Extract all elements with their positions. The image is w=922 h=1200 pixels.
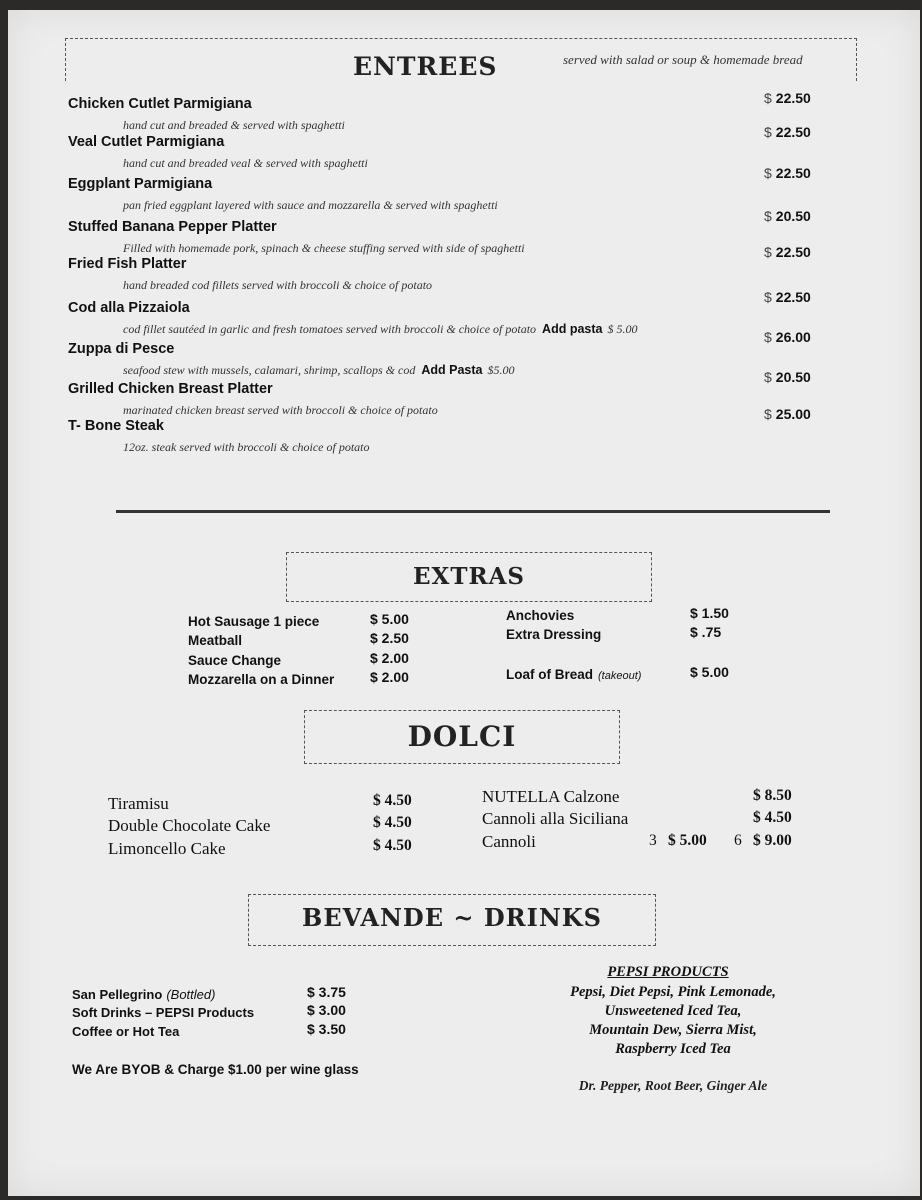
pepsi-product-line: Pepsi, Diet Pepsi, Pink Lemonade, <box>570 984 776 1000</box>
entree-description <box>123 322 637 337</box>
dessert-name: Tiramisu <box>108 794 169 813</box>
dessert-name: Cannoli alla Siciliana <box>482 809 629 828</box>
drink-note: (Bottled) <box>166 987 216 1002</box>
entree-name: Stuffed Banana Pepper Platter <box>68 219 277 235</box>
drink-price: $ 3.75 <box>307 984 346 1000</box>
entrees-title: ENTREES <box>353 52 498 81</box>
entree-description-text: 12oz. steak served with broccoli & choice of potato <box>123 440 370 454</box>
entree-price <box>764 208 811 224</box>
pepsi-product-line: Unsweetened Iced Tea, <box>604 1003 742 1019</box>
dollar-sign: $ <box>764 244 772 260</box>
price-value: 26.00 <box>775 329 811 345</box>
dessert-name: Double Chocolate Cake <box>108 816 271 835</box>
drink-price: $ 3.50 <box>307 1021 346 1037</box>
price-value: 22.50 <box>775 124 811 140</box>
price-value: 22.50 <box>775 90 811 106</box>
entree-description <box>123 278 432 293</box>
entree-name: Chicken Cutlet Parmigiana <box>68 96 252 112</box>
extra-item-name <box>506 608 574 623</box>
entree-description <box>123 363 514 378</box>
entree-description-text: cod fillet sautéed in garlic and fresh tomatoes served with broccoli & choice of potato <box>123 322 537 336</box>
entree-description <box>123 241 525 256</box>
extra-item-name: Meatball <box>188 633 243 648</box>
extra-item-price: $ 2.50 <box>370 630 409 646</box>
dessert-name: NUTELLA Calzone <box>482 787 620 806</box>
dessert-price: $ 4.50 <box>373 792 412 809</box>
entree-description-text: hand breaded cod fillets served with broccoli & choice of potato <box>123 278 433 292</box>
entree-name: Fried Fish Platter <box>68 256 187 272</box>
price-value: 22.50 <box>775 289 811 305</box>
entree-name: Veal Cutlet Parmigiana <box>68 134 225 150</box>
entree-description-text: pan fried eggplant layered with sauce and mozzarella & served with spaghetti <box>123 198 498 212</box>
dollar-sign: $ <box>764 124 772 140</box>
entree-price <box>764 124 811 140</box>
entree-name: Cod alla Pizzaiola <box>68 300 190 316</box>
dollar-sign: $ <box>764 208 772 224</box>
dessert-price: $ 4.50 <box>753 809 792 826</box>
dollar-sign: $ <box>764 289 772 305</box>
extra-item-price: $ 2.00 <box>370 669 409 685</box>
dessert-name: Cannoli <box>482 832 536 851</box>
entree-price <box>764 165 811 181</box>
entree-name: T- Bone Steak <box>68 418 164 434</box>
cannoli-price-6: $ 9.00 <box>753 832 792 849</box>
dessert-price: $ 4.50 <box>373 837 412 854</box>
dessert-price: $ 8.50 <box>753 787 792 804</box>
extra-item-price: $ .75 <box>690 624 722 640</box>
entree-description <box>123 440 370 455</box>
byob-note: We Are BYOB & Charge $1.00 per wine glass <box>72 1062 359 1077</box>
section-divider <box>116 510 830 513</box>
price-value: 25.00 <box>775 406 811 422</box>
extra-item-name: Sauce Change <box>188 653 282 668</box>
drink-label: Coffee or Hot Tea <box>72 1024 180 1039</box>
extra-item-name <box>506 667 641 682</box>
drinks-title: BEVANDE ~ DRINKS <box>302 903 602 932</box>
extras-title: EXTRAS <box>412 563 526 590</box>
dessert-name: Limoncello Cake <box>108 839 226 858</box>
dollar-sign: $ <box>764 329 772 345</box>
extra-item-price: $ 1.50 <box>690 605 729 621</box>
dolci-title: DOLCI <box>407 720 517 753</box>
extra-item-price: $ 5.00 <box>370 611 409 627</box>
entree-description <box>123 156 368 171</box>
cannoli-qty-6: 6 <box>734 832 742 849</box>
dessert-price: $ 4.50 <box>373 814 412 831</box>
dollar-sign: $ <box>764 406 772 422</box>
add-pasta-price: $ 5.00 <box>607 322 638 336</box>
entree-name: Grilled Chicken Breast Platter <box>68 381 273 397</box>
extra-item-label: Anchovies <box>506 608 575 623</box>
extra-item-name: Mozzarella on a Dinner <box>188 672 335 687</box>
entree-description-text: Filled with homemade pork, spinach & cheese stuffing served with side of spaghetti <box>123 241 525 255</box>
extra-item-price: $ 5.00 <box>690 664 729 680</box>
pepsi-products-title: PEPSI PRODUCTS <box>607 964 729 980</box>
menu-page <box>8 10 920 1196</box>
entrees-subtitle: served with salad or soup & homemade bread <box>563 52 803 67</box>
entree-description-text: hand cut and breaded & served with spaghetti <box>123 118 345 132</box>
entree-description-text: seafood stew with mussels, calamari, shrimp, scallops & cod <box>123 363 416 377</box>
drink-name <box>72 1024 179 1039</box>
cannoli-qty-3: 3 <box>649 832 657 849</box>
entree-price <box>764 329 811 345</box>
entree-price <box>764 244 811 260</box>
drink-label: Soft Drinks – PEPSI Products <box>72 1005 255 1020</box>
dollar-sign: $ <box>764 165 772 181</box>
extra-item-name <box>506 627 601 642</box>
add-pasta-label: Add pasta <box>542 322 603 336</box>
pepsi-product-line: Raspberry Iced Tea <box>615 1041 731 1057</box>
dollar-sign: $ <box>764 369 772 385</box>
entree-description <box>123 118 345 133</box>
extra-item-note: (takeout) <box>598 670 642 682</box>
cannoli-price-3: $ 5.00 <box>668 832 707 849</box>
entree-description-text: hand cut and breaded veal & served with spaghetti <box>123 156 368 170</box>
price-value: 22.50 <box>775 244 811 260</box>
price-value: 22.50 <box>775 165 811 181</box>
drink-price: $ 3.00 <box>307 1002 346 1018</box>
extra-item-label: Loaf of Bread <box>506 667 594 682</box>
other-sodas-line: Dr. Pepper, Root Beer, Ginger Ale <box>578 1078 768 1093</box>
entree-name: Eggplant Parmigiana <box>68 176 213 192</box>
extra-item-label: Extra Dressing <box>506 627 602 642</box>
add-pasta-price: $5.00 <box>487 363 515 377</box>
drink-name <box>72 987 215 1002</box>
extra-item-price: $ 2.00 <box>370 650 409 666</box>
entree-price <box>764 369 811 385</box>
entree-description-text: marinated chicken breast served with broccoli & choice of potato <box>123 403 438 417</box>
entree-name: Zuppa di Pesce <box>68 341 175 357</box>
price-value: 20.50 <box>775 369 811 385</box>
add-pasta-label: Add Pasta <box>421 363 483 377</box>
extra-item-name: Hot Sausage 1 piece <box>188 614 320 629</box>
dollar-sign: $ <box>764 90 772 106</box>
entree-price <box>764 289 811 305</box>
price-value: 20.50 <box>775 208 811 224</box>
pepsi-product-line: Mountain Dew, Sierra Mist, <box>589 1022 757 1038</box>
drink-name <box>72 1005 254 1020</box>
entree-price <box>764 406 811 422</box>
entree-description <box>123 198 498 213</box>
entree-price <box>764 90 811 106</box>
drink-label: San Pellegrino <box>72 987 163 1002</box>
entree-description <box>123 403 438 418</box>
